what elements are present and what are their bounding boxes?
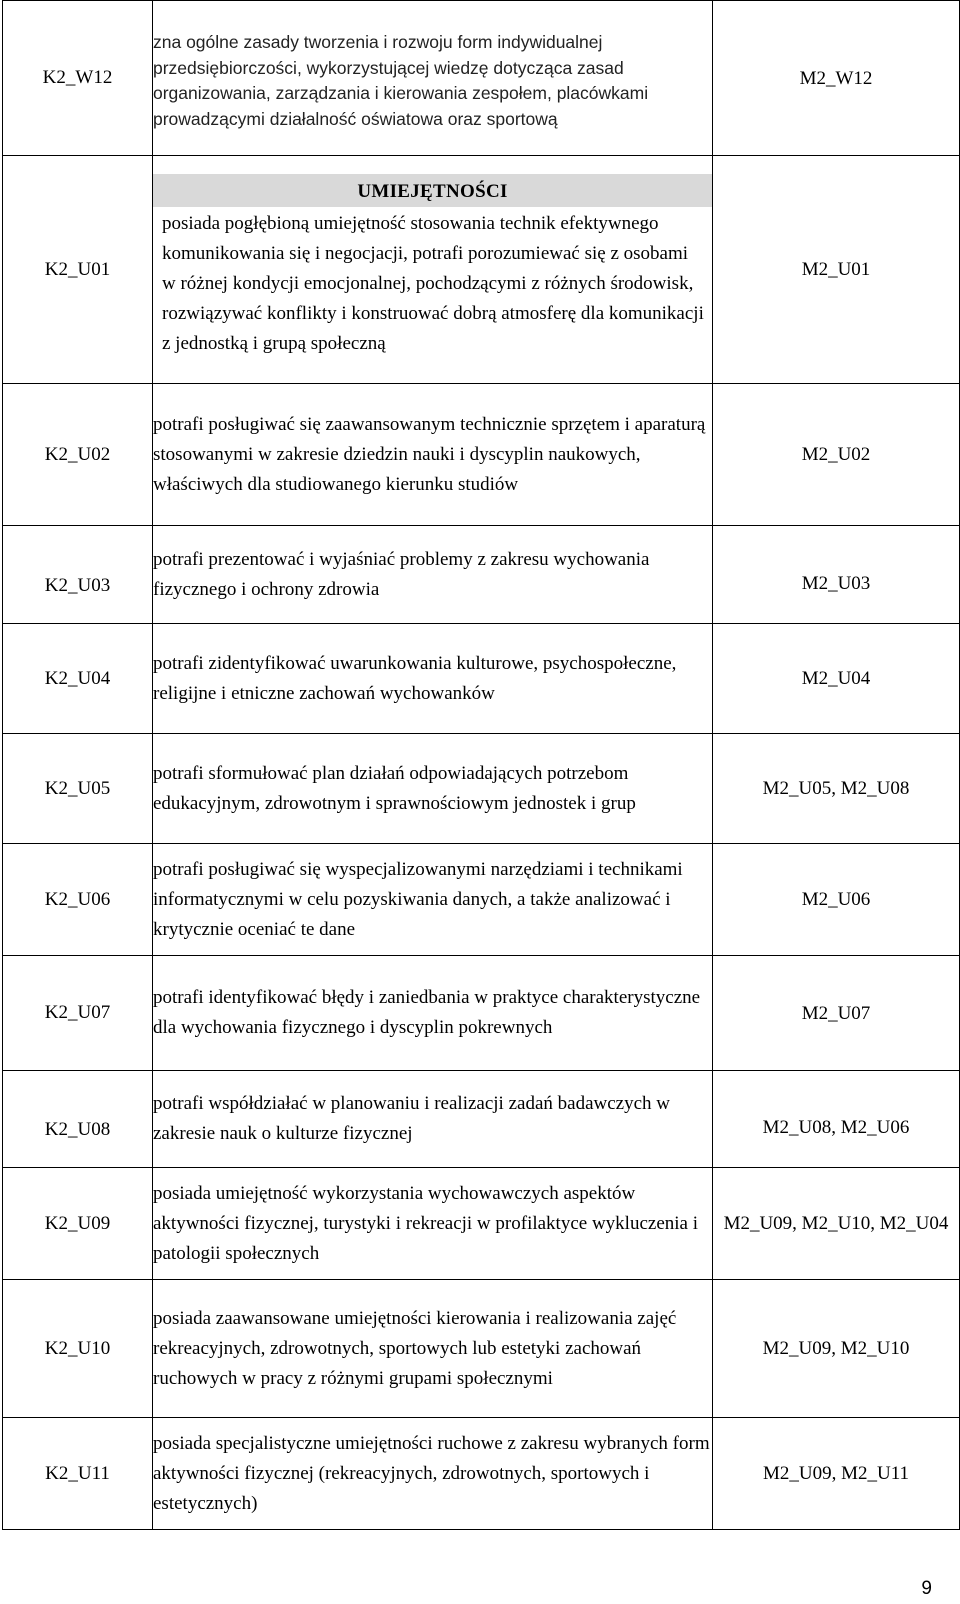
reference-code: M2_U09, M2_U11	[713, 1418, 960, 1530]
reference-code: M2_U06	[713, 844, 960, 956]
table-row	[3, 384, 960, 526]
effect-code: K2_W12	[3, 1, 153, 156]
effect-description: posiada pogłębioną umiejętność stosowania technik efektywnego komunikowania się i negocjacji, potrafi porozumiewać się z osobami w różnej kondycji emocjonalnej, pochodzącymi z różnych środowisk, rozwiązywać konflikty i konstruować dobrą atmosferę dla komunikacji z jednostką i grupą społeczną	[162, 213, 704, 354]
reference-code: M2_U09, M2_U10	[713, 1280, 960, 1418]
table-row	[3, 1280, 960, 1418]
page-number: 9	[921, 1578, 932, 1599]
effect-code: K2_U06	[3, 844, 153, 956]
effect-code: K2_U04	[3, 624, 153, 734]
effect-code: K2_U03	[3, 526, 153, 624]
effect-description: potrafi zidentyfikować uwarunkowania kulturowe, psychospołeczne, religijne i etniczne zachowań wychowanków	[153, 624, 713, 734]
reference-code: M2_U03	[713, 526, 960, 624]
reference-code: M2_U04	[713, 624, 960, 734]
effect-description: potrafi posługiwać się wyspecjalizowanymi narzędziami i technikami informatycznymi w celu pozyskiwania danych, a także analizować i krytycznie oceniać te dane	[153, 844, 713, 956]
effect-code: K2_U09	[3, 1168, 153, 1280]
effect-code: K2_U10	[3, 1280, 153, 1418]
reference-code: M2_U01	[713, 156, 960, 384]
effect-code: K2_U05	[3, 734, 153, 844]
effect-description: posiada specjalistyczne umiejętności ruchowe z zakresu wybranych form aktywności fizycznej (rekreacyjnych, zdrowotnych, sportowych i estetycznych)	[153, 1418, 713, 1530]
effect-description: zna ogólne zasady tworzenia i rozwoju form indywidualnej przedsiębiorczości, wykorzystującej wiedzę dotycząca zasad organizowania, zarządzania i kierowania zespołem, placówkami prowadzącymi działalność oświatowa oraz sportową	[153, 1, 713, 156]
effect-description: posiada zaawansowane umiejętności kierowania i realizowania zajęć rekreacyjnych, zdrowotnych, sportowych lub estetyki zachowań ruchowych w pracy z różnymi grupami społecznymi	[153, 1280, 713, 1418]
effect-code: K2_U02	[3, 384, 153, 526]
effect-code: K2_U07	[3, 956, 153, 1071]
section-heading: UMIEJĘTNOŚCI	[153, 174, 712, 207]
table-row	[3, 1, 960, 156]
table-row	[3, 734, 960, 844]
effect-description: posiada umiejętność wykorzystania wychowawczych aspektów aktywności fizycznej, turystyki i rekreacji w profilaktyce wykluczenia i patologii społecznych	[153, 1168, 713, 1280]
reference-code: M2_U09, M2_U10, M2_U04	[713, 1168, 960, 1280]
effect-description: potrafi sformułować plan działań odpowiadających potrzebom edukacyjnym, zdrowotnym i sprawnościowym jednostek i grup	[153, 734, 713, 844]
effect-description: potrafi posługiwać się zaawansowanym technicznie sprzętem i aparaturą stosowanymi w zakresie dziedzin nauki i dyscyplin naukowych, właściwych dla studiowanego kierunku studiów	[153, 384, 713, 526]
reference-code: M2_U08, M2_U06	[713, 1071, 960, 1168]
reference-code: M2_U07	[713, 956, 960, 1071]
table-row	[3, 1071, 960, 1168]
reference-code: M2_W12	[713, 1, 960, 156]
effect-code: K2_U08	[3, 1071, 153, 1168]
table-row	[3, 624, 960, 734]
table-row	[3, 844, 960, 956]
table-row	[3, 1168, 960, 1280]
table-row	[3, 526, 960, 624]
effect-description: potrafi identyfikować błędy i zaniedbania w praktyce charakterystyczne dla wychowania fizycznego i dyscyplin pokrewnych	[153, 956, 713, 1071]
effect-description: potrafi współdziałać w planowaniu i realizacji zadań badawczych w zakresie nauk o kulturze fizycznej	[153, 1071, 713, 1168]
effect-code: K2_U01	[3, 156, 153, 384]
table-row	[3, 956, 960, 1071]
table-row	[3, 1418, 960, 1530]
reference-code: M2_U05, M2_U08	[713, 734, 960, 844]
table-row	[3, 156, 960, 384]
reference-code: M2_U02	[713, 384, 960, 526]
learning-outcomes-table	[2, 0, 960, 1530]
effect-code: K2_U11	[3, 1418, 153, 1530]
effect-description: potrafi prezentować i wyjaśniać problemy z zakresu wychowania fizycznego i ochrony zdrowia	[153, 526, 713, 624]
